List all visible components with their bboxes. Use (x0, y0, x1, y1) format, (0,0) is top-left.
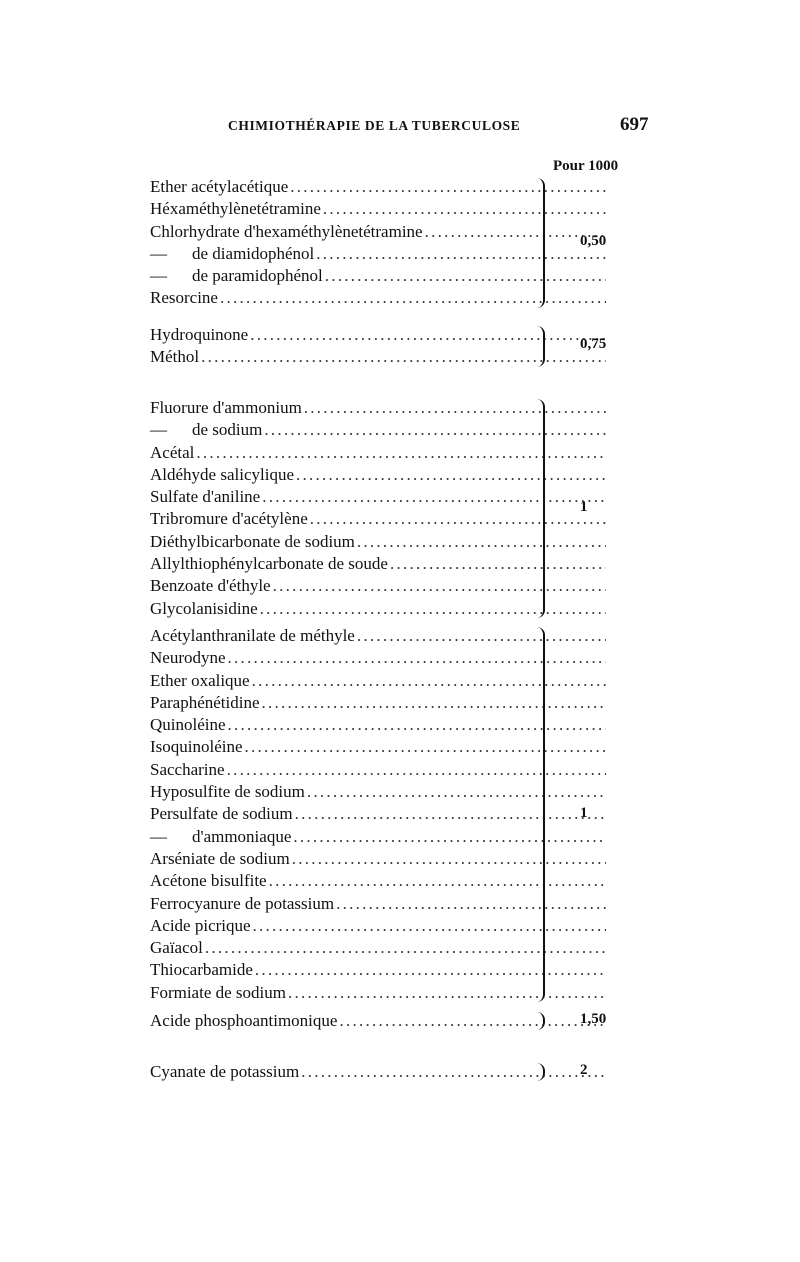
dot-leader (245, 736, 606, 758)
dosage-value: 1 (580, 498, 588, 515)
grouping-brace (533, 627, 545, 1002)
compound-name: Gaïacol (150, 938, 203, 958)
compound-name (150, 419, 262, 441)
compound-name: Ether acétylacétique (150, 177, 289, 196)
dot-leader (310, 508, 606, 530)
compound-name (150, 243, 314, 265)
compound-name: Acétone bisulfite (150, 871, 267, 891)
dot-leader (295, 803, 606, 825)
compound-name: Ferrocyanure de potassium (150, 893, 335, 913)
ditto-dash: — (150, 826, 167, 846)
grouping-brace (533, 326, 545, 367)
dot-leader (262, 692, 606, 714)
compound-name: Aldéhyde salicylique (150, 464, 294, 484)
compound-name: Quinoléine (150, 715, 226, 735)
compound-name: Héxaméthylènetétramine (150, 199, 321, 219)
dot-leader (316, 243, 606, 265)
compound-name (150, 265, 323, 287)
compound-name-text: de diamidophénol (192, 243, 315, 263)
column-header: Pour 1000 (553, 158, 619, 174)
dot-leader (292, 848, 606, 870)
compound-name-text: de sodium (192, 420, 263, 440)
compound-name: Acide picrique (150, 915, 251, 935)
compound-name: Méthol (150, 347, 200, 367)
compound-name-text: d'ammoniaque (192, 826, 292, 846)
page-number: 697 (620, 114, 649, 135)
dot-leader (301, 1061, 606, 1083)
dot-leader (253, 915, 606, 937)
dosage-value: 2 (580, 1062, 588, 1079)
dot-leader (220, 287, 606, 309)
table-group (150, 1061, 610, 1083)
dot-leader (264, 419, 606, 441)
table-group (150, 397, 610, 620)
dot-leader (250, 324, 606, 346)
compound-name: Acétal (150, 442, 195, 462)
compound-name: Hyposulfite de sodium (150, 782, 305, 802)
compound-name: Formiate de sodium (150, 982, 286, 1002)
ditto-dash: — (150, 243, 167, 263)
dot-leader (325, 265, 606, 287)
compound-name: Persulfate de sodium (150, 804, 293, 824)
ditto-dash: — (150, 420, 167, 440)
dot-leader (357, 625, 606, 647)
dot-leader (288, 982, 606, 1004)
dot-leader (307, 781, 606, 803)
dot-leader (273, 575, 606, 597)
compound-name: Isoquinoléine (150, 737, 243, 757)
compound-name: Ether oxalique (150, 670, 250, 690)
dot-leader (205, 937, 606, 959)
dot-leader (293, 826, 606, 848)
table-group (150, 176, 610, 310)
table-group (150, 625, 610, 1004)
dot-leader (227, 759, 606, 781)
compound-name: Fluorure d'ammonium (150, 398, 302, 417)
dot-leader (323, 198, 606, 220)
compound-name: Tribromure d'acétylène (150, 509, 308, 529)
compound-name: Diéthylbicarbonate de sodium (150, 531, 355, 551)
compound-name: Saccharine (150, 759, 225, 779)
ditto-dash: — (150, 266, 167, 286)
dot-leader (269, 870, 606, 892)
compound-name: Acétylanthranilate de méthyle (150, 626, 355, 645)
dosage-value: 1 (580, 804, 588, 821)
running-title: CHIMIOTHÉRAPIE DE LA TUBERCULOSE (228, 118, 521, 133)
dot-leader (228, 647, 606, 669)
dot-leader (296, 464, 606, 486)
dosage-value: 0,50 (580, 232, 607, 249)
dot-leader (425, 221, 606, 243)
dosage-value: 1,50 (580, 1011, 607, 1028)
dot-leader (336, 893, 606, 915)
dot-leader (304, 397, 606, 419)
compound-name: Allylthiophénylcarbonate de soude (150, 554, 388, 574)
compound-name: Cyanate de potassium (150, 1062, 300, 1081)
compound-name (150, 826, 291, 848)
table-group (150, 1010, 610, 1032)
compound-name: Sulfate d'aniline (150, 487, 261, 507)
dot-leader (262, 486, 606, 508)
compound-name: Neurodyne (150, 648, 226, 668)
dot-leader (252, 670, 606, 692)
dot-leader (228, 714, 606, 736)
dot-leader (201, 346, 606, 368)
dot-leader (390, 553, 606, 575)
dosage-value: 0,75 (580, 336, 607, 353)
table-group (150, 324, 610, 369)
grouping-brace (533, 399, 545, 618)
compound-name-text: de paramidophénol (192, 266, 323, 286)
dot-leader (339, 1010, 606, 1032)
compound-name: Acide phosphoantimonique (150, 1011, 338, 1030)
compound-name: Chlorhydrate d'hexaméthylènetétramine (150, 221, 423, 241)
compound-name: Paraphénétidine (150, 692, 260, 712)
dot-leader (255, 959, 606, 981)
compound-name: Resorcine (150, 288, 218, 308)
dot-leader (260, 598, 606, 620)
grouping-brace (533, 178, 545, 308)
compound-name: Glycolanisidine (150, 598, 258, 618)
compound-name: Arséniate de sodium (150, 848, 290, 868)
compound-name: Benzoate d'éthyle (150, 576, 271, 596)
compound-name: Thiocarbamide (150, 960, 253, 980)
compound-name: Hydroquinone (150, 325, 249, 344)
dot-leader (357, 531, 606, 553)
dot-leader (290, 176, 606, 198)
